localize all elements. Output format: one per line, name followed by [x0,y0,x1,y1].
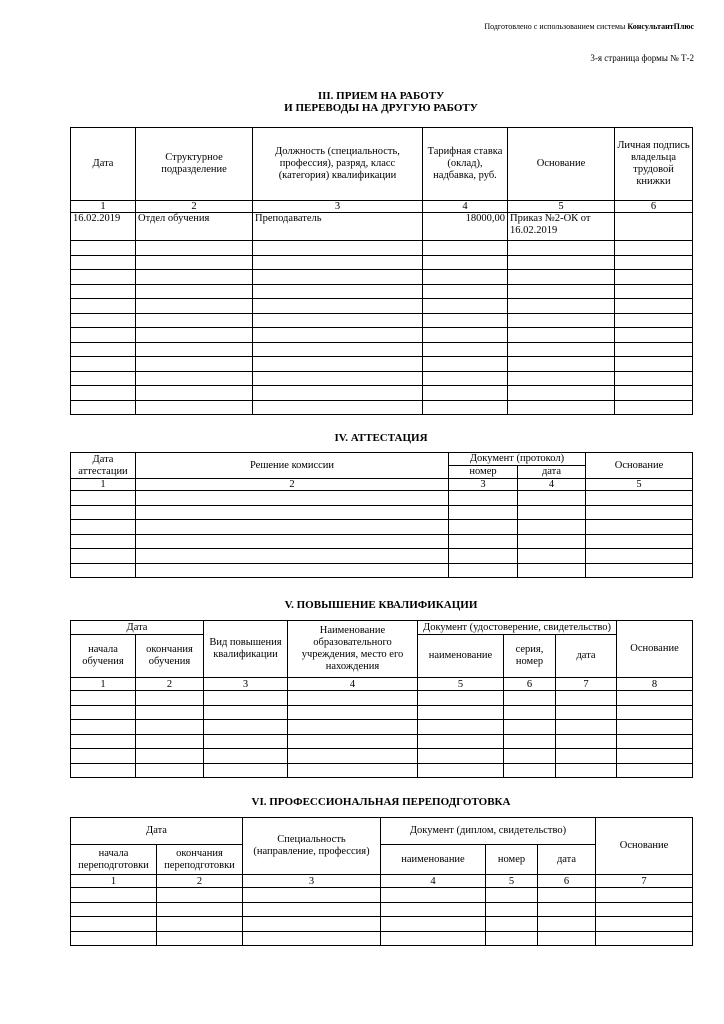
col-number: 5 [486,875,538,888]
empty-cell[interactable] [518,491,586,506]
empty-cell[interactable] [136,342,253,357]
empty-cell[interactable] [71,734,136,749]
col-number: 1 [71,201,136,213]
empty-cell[interactable] [586,549,693,564]
empty-cell[interactable] [136,299,253,314]
empty-cell[interactable] [556,691,617,706]
col-number: 4 [288,678,418,691]
empty-cell[interactable] [508,357,615,372]
col-start-header: начала обучения [71,635,136,678]
empty-cell[interactable] [71,534,136,549]
empty-cell[interactable] [508,328,615,343]
table-row [71,241,693,256]
col-number-header: номер [449,466,518,479]
table-row [71,213,693,241]
col-start-header: начала переподготовки [71,845,157,875]
empty-cell[interactable] [504,734,556,749]
table-row [71,563,693,578]
empty-cell[interactable] [449,505,518,520]
empty-cell[interactable] [449,549,518,564]
empty-cell[interactable] [538,888,596,903]
empty-cell[interactable] [136,720,204,735]
col-series-header: серия, номер [504,635,556,678]
empty-cell[interactable] [136,313,253,328]
section3-title: III. ПРИЕМ НА РАБОТУ И ПЕРЕВОДЫ НА ДРУГУЮ РАБОТУ [284,90,478,114]
entry-signature[interactable] [615,213,693,241]
empty-cell[interactable] [518,520,586,535]
entry-basis[interactable]: Приказ №2-ОК от 16.02.2019 [508,213,615,241]
empty-cell[interactable] [486,931,538,946]
table-row [71,763,693,778]
table-row [71,705,693,720]
col-basis-header: Основание [508,128,615,201]
col-document-header: Документ (удостоверение, свидетельство) [418,621,617,635]
empty-cell[interactable] [136,491,449,506]
empty-cell[interactable] [617,720,693,735]
empty-cell[interactable] [518,505,586,520]
column-numbers-row [71,678,693,691]
empty-cell[interactable] [243,917,381,932]
empty-cell[interactable] [615,241,693,256]
col-doc-name-header: наименование [418,635,504,678]
empty-cell[interactable] [418,691,504,706]
empty-cell[interactable] [136,749,204,764]
empty-cell[interactable] [253,328,423,343]
col-number: 3 [253,201,423,213]
empty-cell[interactable] [508,371,615,386]
empty-cell[interactable] [586,534,693,549]
table-row [71,342,693,357]
empty-cell[interactable] [204,705,288,720]
empty-cell[interactable] [136,691,204,706]
empty-cell[interactable] [423,313,508,328]
empty-cell[interactable] [586,491,693,506]
col-number: 5 [418,678,504,691]
empty-cell[interactable] [71,563,136,578]
empty-cell[interactable] [508,270,615,285]
empty-cell[interactable] [71,241,136,256]
entry-date[interactable]: 16.02.2019 [71,213,136,241]
empty-cell[interactable] [243,931,381,946]
empty-cell[interactable] [71,270,136,285]
empty-cell[interactable] [586,505,693,520]
empty-cell[interactable] [615,386,693,401]
consultant-brand: КонсультантПлюс [627,22,694,31]
empty-cell[interactable] [253,241,423,256]
col-basis-header: Основание [586,453,693,479]
employment-table [70,127,693,415]
empty-cell[interactable] [423,357,508,372]
empty-cell[interactable] [423,284,508,299]
empty-cell[interactable] [288,763,418,778]
col-number: 4 [518,479,586,491]
empty-cell[interactable] [518,563,586,578]
table-row [71,720,693,735]
col-number: 5 [586,479,693,491]
empty-cell[interactable] [381,902,486,917]
entry-department[interactable]: Отдел обучения [136,213,253,241]
empty-cell[interactable] [617,734,693,749]
empty-cell[interactable] [71,931,157,946]
empty-cell[interactable] [136,705,204,720]
empty-cell[interactable] [586,520,693,535]
empty-cell[interactable] [136,270,253,285]
empty-cell[interactable] [504,763,556,778]
empty-cell[interactable] [253,371,423,386]
empty-cell[interactable] [253,284,423,299]
empty-cell[interactable] [615,342,693,357]
empty-cell[interactable] [71,917,157,932]
table-row [71,888,693,903]
empty-cell[interactable] [243,902,381,917]
col-number: 3 [204,678,288,691]
col-number: 1 [71,875,157,888]
empty-rows [71,888,693,946]
table-header-row [71,128,693,201]
empty-cell[interactable] [508,284,615,299]
table-row [71,549,693,564]
col-number: 1 [71,479,136,491]
empty-cell[interactable] [253,386,423,401]
col-position-header: Должность (специальность, профессия), разряд, класс (категория) квалификации [253,128,423,201]
empty-cell[interactable] [288,734,418,749]
empty-cell[interactable] [586,563,693,578]
table-row [71,357,693,372]
table-row [71,270,693,285]
empty-cell[interactable] [136,563,449,578]
empty-cell[interactable] [71,888,157,903]
table-row [71,691,693,706]
empty-cell[interactable] [71,386,136,401]
empty-cell[interactable] [423,342,508,357]
col-number: 3 [243,875,381,888]
column-numbers-row [71,875,693,888]
empty-cell[interactable] [423,299,508,314]
col-number: 6 [538,875,596,888]
empty-cell[interactable] [508,299,615,314]
empty-cell[interactable] [418,734,504,749]
empty-cell[interactable] [418,749,504,764]
empty-cell[interactable] [596,917,693,932]
empty-cell[interactable] [243,888,381,903]
col-date-header: Дата [71,818,243,845]
empty-cell[interactable] [556,705,617,720]
col-doc-number-header: номер [486,845,538,875]
section5-title: V. ПОВЫШЕНИЕ КВАЛИФИКАЦИИ [284,599,478,611]
attestation-table [70,452,693,578]
empty-cell[interactable] [253,313,423,328]
empty-cell[interactable] [253,400,423,415]
col-number: 1 [71,678,136,691]
empty-cell[interactable] [538,917,596,932]
empty-cell[interactable] [423,386,508,401]
empty-cell[interactable] [556,734,617,749]
table-row [71,902,693,917]
empty-cell[interactable] [71,400,136,415]
col-number: 2 [136,201,253,213]
empty-cell[interactable] [136,534,449,549]
empty-cell[interactable] [204,749,288,764]
empty-cell[interactable] [508,241,615,256]
col-doc-date-header: дата [538,845,596,875]
empty-cell[interactable] [157,931,243,946]
entry-position[interactable]: Преподаватель [253,213,423,241]
col-number: 4 [423,201,508,213]
empty-cell[interactable] [617,691,693,706]
empty-cell[interactable] [253,357,423,372]
col-decision-header: Решение комиссии [136,453,449,479]
table-row [71,299,693,314]
empty-cell[interactable] [615,400,693,415]
empty-rows [71,491,693,578]
empty-cell[interactable] [615,371,693,386]
empty-cell[interactable] [71,720,136,735]
empty-cell[interactable] [617,705,693,720]
empty-cell[interactable] [381,888,486,903]
empty-cell[interactable] [71,371,136,386]
empty-cell[interactable] [508,400,615,415]
col-department-header: Структурное подразделение [136,128,253,201]
empty-cell[interactable] [615,270,693,285]
empty-cell[interactable] [136,255,253,270]
empty-cell[interactable] [71,549,136,564]
empty-cell[interactable] [538,902,596,917]
col-number: 3 [449,479,518,491]
empty-cell[interactable] [71,691,136,706]
empty-cell[interactable] [449,534,518,549]
empty-rows [71,241,693,415]
col-number: 6 [504,678,556,691]
empty-cell[interactable] [504,749,556,764]
empty-cell[interactable] [136,520,449,535]
column-numbers-row [71,201,693,213]
col-end-header: окончания обучения [136,635,204,678]
col-attestation-date-header: Дата аттестации [71,453,136,479]
empty-cell[interactable] [418,720,504,735]
empty-cell[interactable] [71,299,136,314]
entry-rate[interactable]: 18000,00 [423,213,508,241]
empty-cell[interactable] [136,549,449,564]
prepared-by-note: Подготовлено с использованием системы КонсультантПлюс [484,22,694,31]
empty-cell[interactable] [136,241,253,256]
col-number: 4 [381,875,486,888]
empty-cell[interactable] [556,763,617,778]
empty-cell[interactable] [508,313,615,328]
empty-cell[interactable] [617,763,693,778]
column-numbers-row [71,479,693,491]
empty-cell[interactable] [157,917,243,932]
col-number: 8 [617,678,693,691]
empty-cell[interactable] [71,520,136,535]
table-row [71,931,693,946]
empty-cell[interactable] [204,720,288,735]
empty-cell[interactable] [204,763,288,778]
section4-title: IV. АТТЕСТАЦИЯ [334,432,428,444]
table-row [71,313,693,328]
empty-cell[interactable] [136,371,253,386]
table-row [71,400,693,415]
empty-cell[interactable] [449,520,518,535]
empty-cell[interactable] [157,902,243,917]
empty-cell[interactable] [615,328,693,343]
empty-cell[interactable] [615,313,693,328]
empty-cell[interactable] [381,931,486,946]
empty-cell[interactable] [71,313,136,328]
empty-cell[interactable] [136,386,253,401]
table-row [71,386,693,401]
table-row [71,328,693,343]
empty-cell[interactable] [204,691,288,706]
empty-cell[interactable] [418,705,504,720]
col-number: 6 [615,201,693,213]
empty-cell[interactable] [596,931,693,946]
col-number: 7 [556,678,617,691]
empty-cell[interactable] [71,342,136,357]
empty-cell[interactable] [288,749,418,764]
col-doc-date-header: дата [518,466,586,479]
empty-cell[interactable] [538,931,596,946]
empty-cell[interactable] [71,255,136,270]
empty-cell[interactable] [136,734,204,749]
col-doc-name-header: наименование [381,845,486,875]
section6-title: VI. ПРОФЕССИОНАЛЬНАЯ ПЕРЕПОДГОТОВКА [251,796,511,808]
col-number: 2 [136,678,204,691]
empty-cell[interactable] [486,888,538,903]
empty-cell[interactable] [136,505,449,520]
empty-cell[interactable] [381,917,486,932]
empty-cell[interactable] [615,255,693,270]
empty-cell[interactable] [71,763,136,778]
col-number: 2 [136,479,449,491]
empty-cell[interactable] [423,270,508,285]
empty-cell[interactable] [508,342,615,357]
empty-cell[interactable] [504,720,556,735]
col-number: 7 [596,875,693,888]
col-date-header: Дата [71,621,204,635]
empty-cell[interactable] [288,720,418,735]
empty-cell[interactable] [504,691,556,706]
col-kind-header: Вид повышения квалификации [204,621,288,678]
empty-cell[interactable] [136,763,204,778]
table-row [71,520,693,535]
col-doc-date-header: дата [556,635,617,678]
col-date-header: Дата [71,128,136,201]
empty-cell[interactable] [418,763,504,778]
empty-cell[interactable] [71,328,136,343]
table-row [71,505,693,520]
empty-cell[interactable] [508,386,615,401]
empty-cell[interactable] [157,888,243,903]
empty-cell[interactable] [71,357,136,372]
empty-cell[interactable] [617,749,693,764]
empty-cell[interactable] [423,255,508,270]
col-end-header: окончания переподготовки [157,845,243,875]
col-number: 5 [508,201,615,213]
table-row [71,284,693,299]
empty-cell[interactable] [136,328,253,343]
empty-cell[interactable] [71,749,136,764]
table-row [71,534,693,549]
col-basis-header: Основание [596,818,693,875]
col-rate-header: Тарифная ставка (оклад), надбавка, руб. [423,128,508,201]
empty-cell[interactable] [71,705,136,720]
col-specialty-header: Специальность (направление, профессия) [243,818,381,875]
empty-cell[interactable] [136,357,253,372]
empty-cell[interactable] [71,284,136,299]
empty-cell[interactable] [449,563,518,578]
table-row [71,255,693,270]
empty-cell[interactable] [449,491,518,506]
empty-cell[interactable] [71,902,157,917]
empty-cell[interactable] [504,705,556,720]
table-row [71,917,693,932]
empty-cell[interactable] [136,284,253,299]
empty-cell[interactable] [556,749,617,764]
empty-cell[interactable] [423,241,508,256]
empty-cell[interactable] [596,888,693,903]
empty-cell[interactable] [71,505,136,520]
empty-cell[interactable] [288,705,418,720]
empty-cell[interactable] [288,691,418,706]
col-signature-header: Личная подпись владельца трудовой книжки [615,128,693,201]
empty-cell[interactable] [423,371,508,386]
empty-cell[interactable] [423,328,508,343]
empty-cell[interactable] [615,299,693,314]
empty-cell[interactable] [204,734,288,749]
form-page-label: 3-я страница формы № Т-2 [590,53,694,63]
retraining-table [70,817,693,946]
empty-cell[interactable] [615,357,693,372]
empty-cell[interactable] [253,255,423,270]
col-document-header: Документ (протокол) [449,453,586,466]
empty-cell[interactable] [596,902,693,917]
table-row [71,371,693,386]
table-row [71,734,693,749]
empty-cell[interactable] [423,400,508,415]
empty-cell[interactable] [253,270,423,285]
empty-cell[interactable] [556,720,617,735]
empty-cell[interactable] [486,917,538,932]
col-document-header: Документ (диплом, свидетельство) [381,818,596,845]
empty-cell[interactable] [615,284,693,299]
empty-cell[interactable] [71,491,136,506]
empty-cell[interactable] [253,299,423,314]
empty-cell[interactable] [518,534,586,549]
col-basis-header: Основание [617,621,693,678]
empty-cell[interactable] [518,549,586,564]
table-row [71,491,693,506]
empty-cell[interactable] [136,400,253,415]
empty-cell[interactable] [508,255,615,270]
table-row [71,749,693,764]
empty-rows [71,691,693,778]
empty-cell[interactable] [253,342,423,357]
empty-cell[interactable] [486,902,538,917]
col-number: 2 [157,875,243,888]
col-institution-header: Наименование образовательного учреждения, место его нахождения [288,621,418,678]
qualification-table [70,620,693,778]
